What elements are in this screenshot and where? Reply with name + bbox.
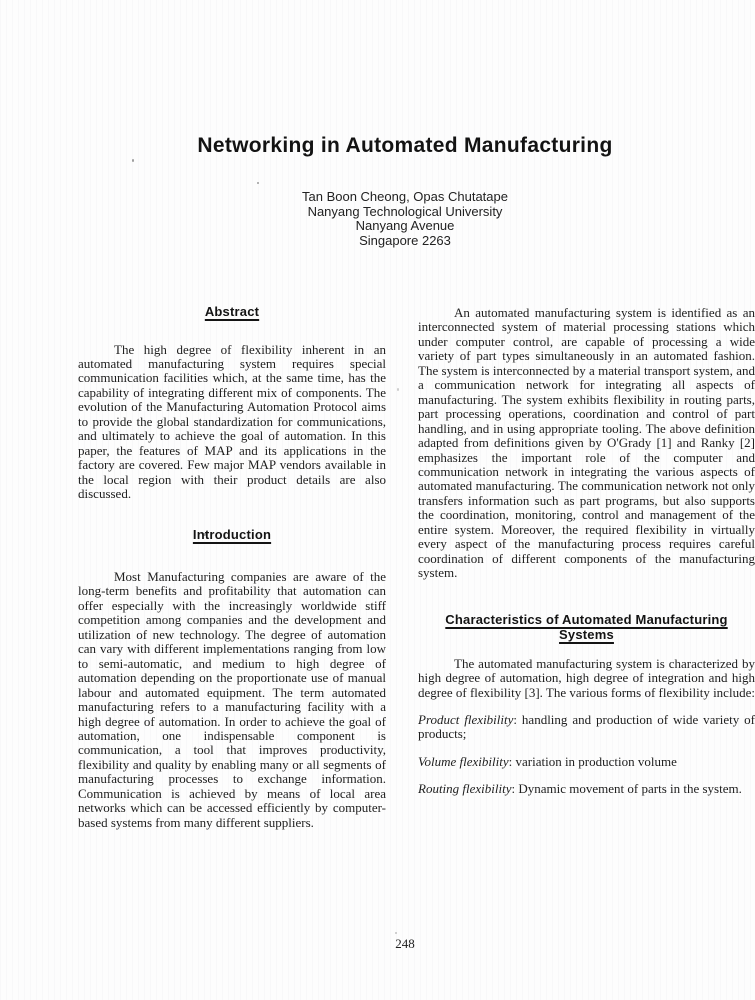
page-number: 248 — [395, 936, 415, 951]
characteristics-heading: Characteristics of Automated Manufacturing Systems — [445, 611, 728, 643]
flexibility-text-volume: : variation in production volume — [508, 753, 677, 769]
flexibility-term-routing: Routing flexibility — [418, 781, 512, 797]
author-line-names: Tan Boon Cheong, Opas Chutatape — [302, 189, 508, 204]
scan-speck — [132, 159, 134, 162]
flexibility-item-routing — [418, 782, 755, 796]
author-line-street: Nanyang Avenue — [355, 218, 455, 234]
scan-speck — [395, 932, 397, 934]
flexibility-text-product: : handling and production of wide variety of products; — [418, 711, 755, 742]
author-line-city: Singapore 2263 — [359, 232, 451, 248]
flexibility-term-product: Product flexibility — [418, 711, 514, 727]
flexibility-term-volume: Volume flexibility — [418, 753, 509, 769]
author-line-university: Nanyang Technological University — [307, 203, 503, 219]
introduction-paragraph: Most Manufacturing companies are aware of the long-term benefits and profitability that automation can offer especially with the increasingly worldwide stiff competition among companies and the development and utilization of new technology. The degree of automation can vary with different implementations ranging from low to semi-automatic, and medium to high degree of automation depending on the proportionate use of manual labour and automated equipment. The term automated manufacturing refers to a manufacturing facility with a high degree of automation. In order to achieve the goal of automation, one indispensable component is communication, a tool that improves productivity, flexibility and quality by enabling many or all segments of manufacturing processes to exchange information. Communication is achieved by means of local area networks which can be accessed efficiently by computer-based systems from many different suppliers. — [78, 568, 386, 830]
abstract-paragraph: The high degree of flexibility inherent in an automated manufacturing system requires special communication facilities which, at the same time, has the capability of integrating different mix of components. The evolution of the Manufacturing Automation Protocol aims to provide the global standardization for communications, and ultimately to achieve the goal of automation. In this paper, the features of MAP and its applications in the factory are covered. Few major MAP vendors available in the local region with their product details are also discussed. — [78, 341, 386, 502]
flexibility-item-volume — [418, 755, 755, 769]
scan-speck — [203, 533, 206, 536]
abstract-heading: Abstract — [204, 304, 260, 319]
scan-speck — [397, 388, 399, 391]
paper-header — [55, 134, 755, 248]
author-block — [55, 190, 755, 248]
introduction-heading: Introduction — [192, 527, 272, 543]
flexibility-item-product — [418, 713, 755, 742]
flexibility-text-routing: : Dynamic movement of parts in the system. — [511, 781, 742, 797]
left-column — [78, 304, 386, 830]
overview-paragraph: An automated manufacturing system is identified as an interconnected system of material processing stations which under computer control, are capable of processing a wide variety of part types simultaneously in an automated fashion. The system is interconnected by a material transport system, and a communication network for integrating all aspects of manufacturing. The system exhibits flexibility in routing parts, part processing operations, coordination and control of part handling, and in using appropriate tooling. The above definition adapted from definitions given by O'Grady [1] and Ranky [2] emphasizes the important role of the computer and communication network in integrating the various aspects of automated manufacturing. The communication network not only transfers information such as part programs, but also supports the coordination, monitoring, control and management of the entire system. Moreover, the required flexibility in virtually every aspect of the manufacturing process requires careful coordination of different components of the manufacturing system. — [418, 305, 755, 581]
right-column — [418, 306, 755, 797]
paper-title: Networking in Automated Manufacturing — [197, 134, 613, 157]
characteristics-paragraph: The automated manufacturing system is characterized by high degree of automation, high degree of integration and high degree of flexibility [3]. The various forms of flexibility include: — [418, 655, 755, 700]
scan-speck — [257, 182, 259, 184]
